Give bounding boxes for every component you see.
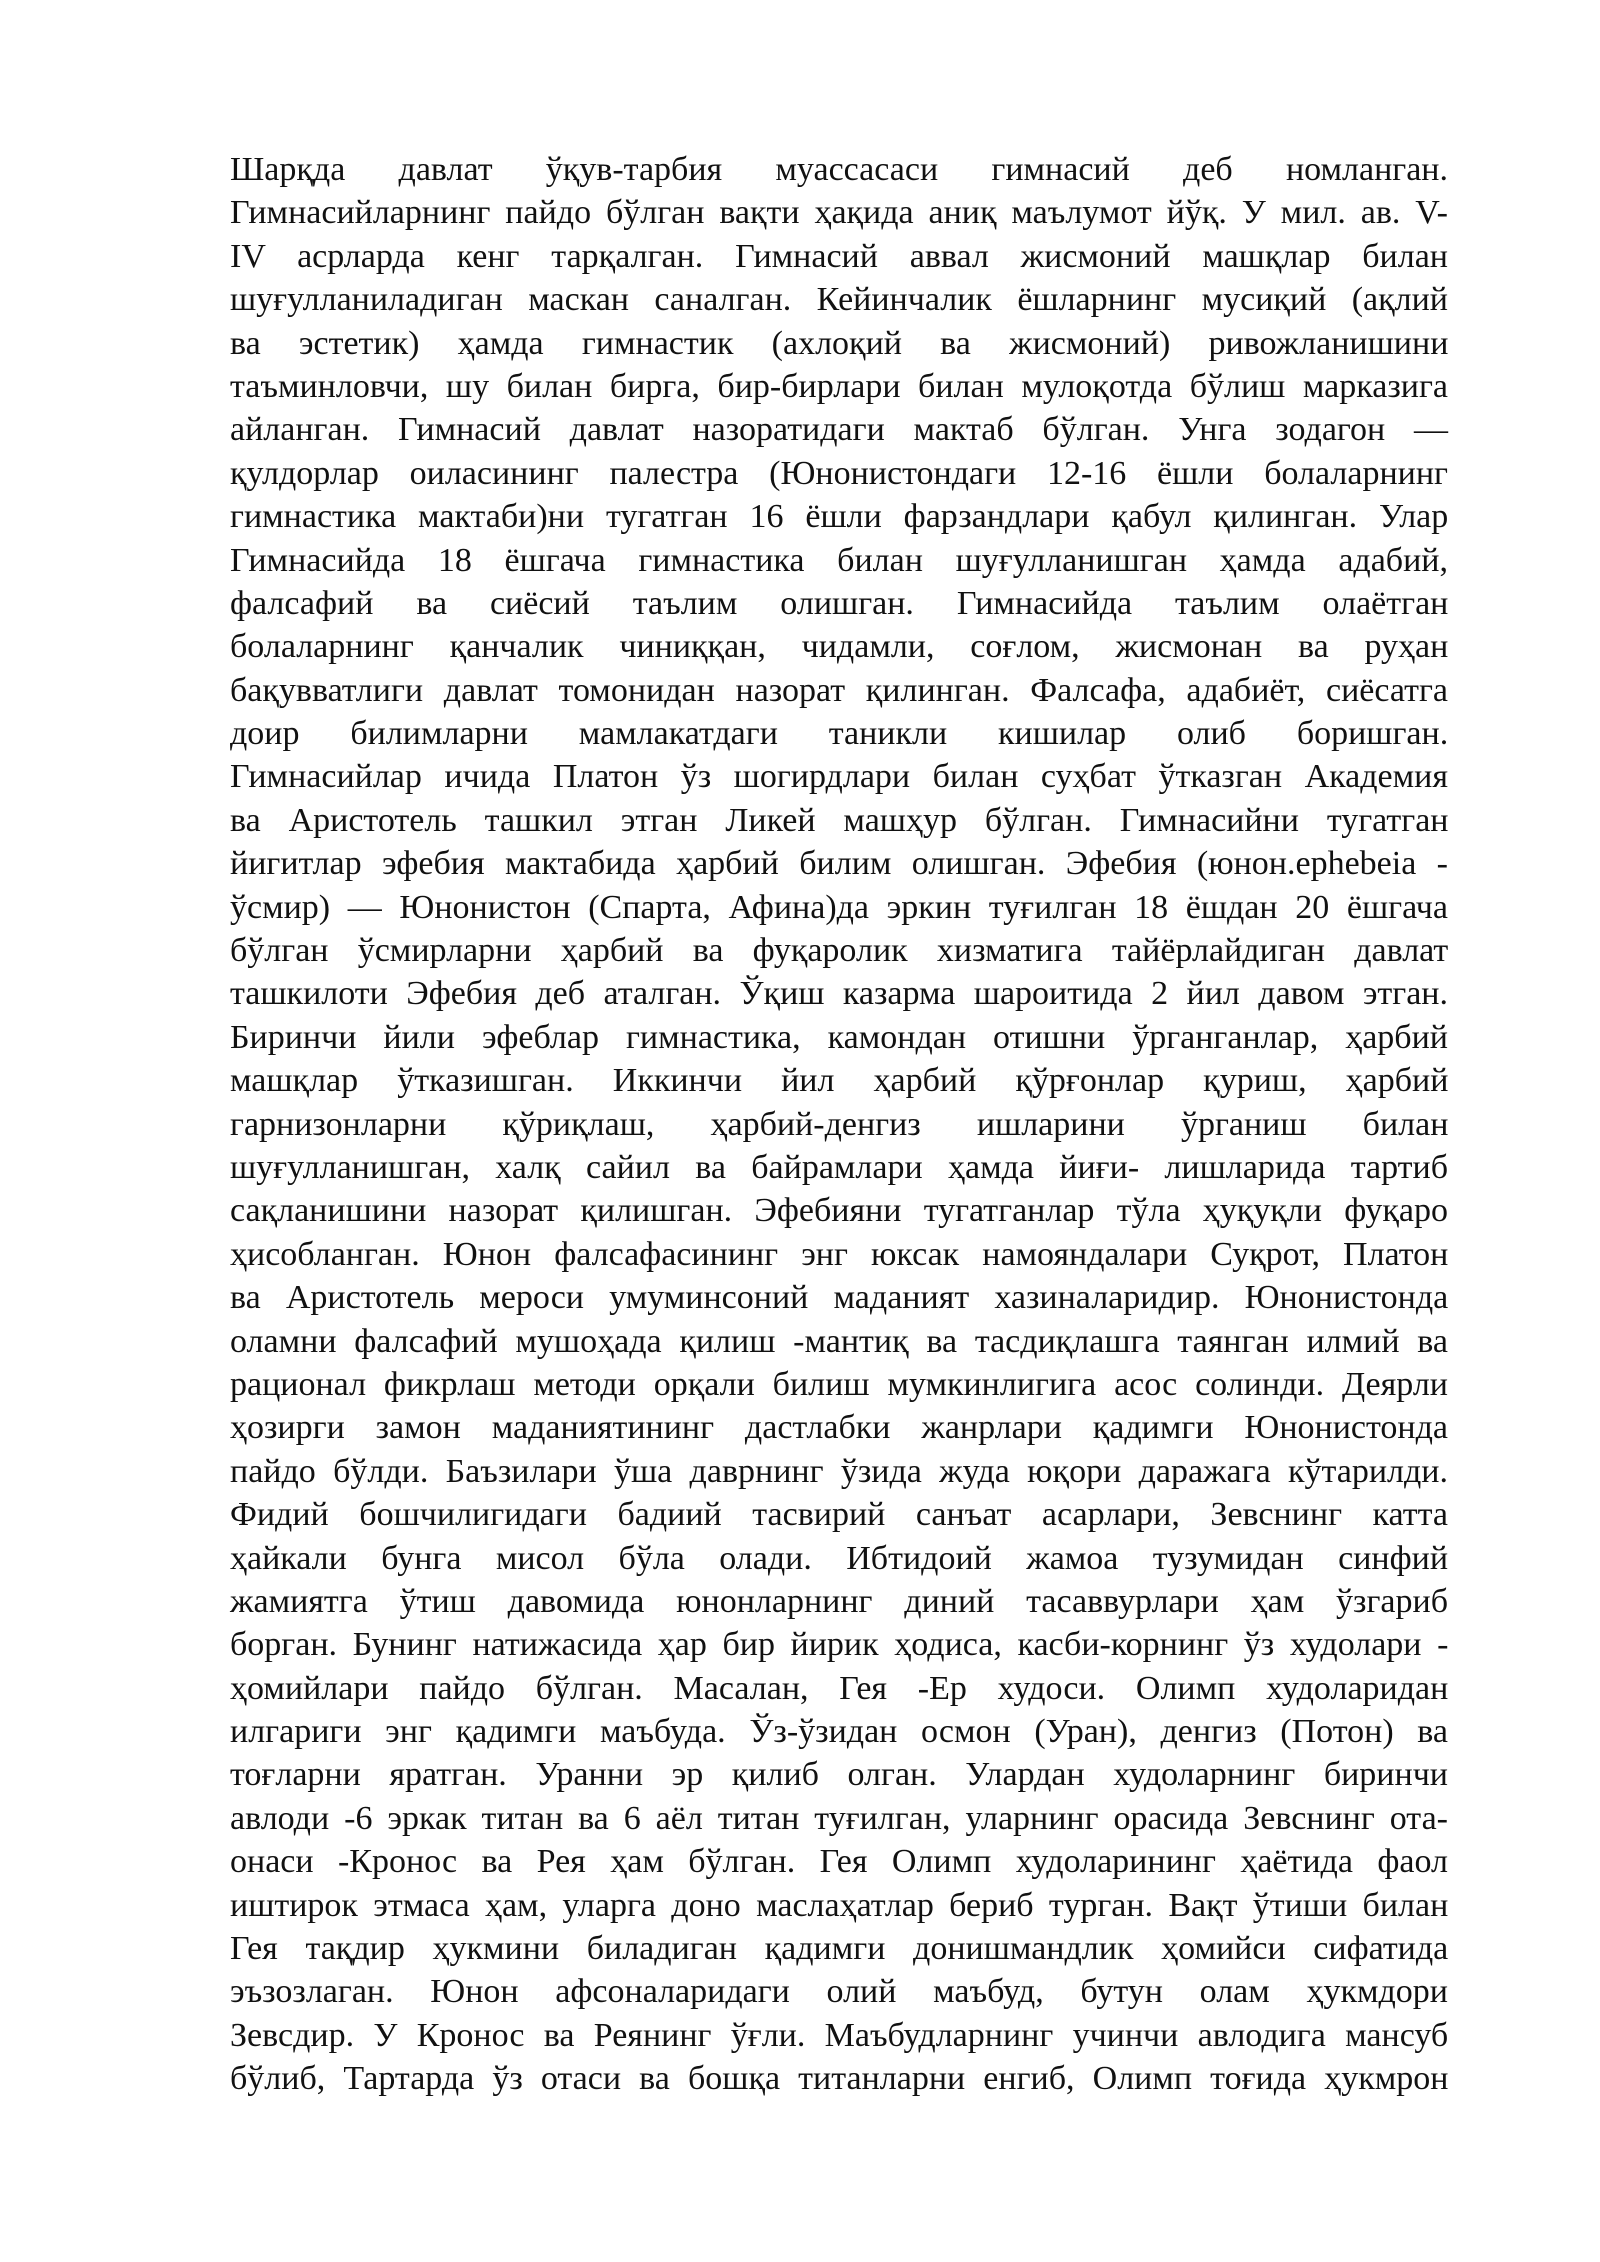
text-line: Гимнасийлар ичида Платон ўз шогирдлари билан суҳбат ўтказган Академия [230, 758, 1448, 796]
text-line: айланган. Гимнасий давлат назоратидаги мактаб бўлган. Унга зодагон — [230, 411, 1448, 449]
text-line: Биринчи йили эфеблар гимнастика, камондан отишни ўрганганлар, ҳарбий [230, 1018, 1448, 1056]
text-line: бўлган ўсмирларни ҳарбий ва фуқаролик хизматига тайёрлайдиган давлат [230, 932, 1449, 970]
text-line: ўсмир) — Юнонистон (Спарта, Афина)да эркин туғилган 18 ёшдан 20 ёшгача [230, 888, 1448, 926]
text-line: қулдорлар оиласининг палестра (Юнонистондаги 12-16 ёшли болаларнинг [230, 454, 1448, 492]
text-line: борган. Бунинг натижасида ҳар бир йирик ҳодиса, касби-корнинг ўз худолари - [230, 1626, 1449, 1664]
text-line: Фидий бошчилигидаги бадиий тасвирий санъат асарлари, Зевснинг катта [230, 1496, 1448, 1534]
text-line: Гея тақдир ҳукмини биладиган қадимги донишмандлик ҳомийси сифатида [230, 1930, 1449, 1968]
text-line: IV асрларда кенг тарқалган. Гимнасий аввал жисмоний машқлар билан [230, 237, 1448, 275]
text-line: ва эстетик) ҳамда гимнастик (ахлоқий ва жисмоний) ривожланишини [230, 324, 1449, 362]
text-line: машқлар ўтказишган. Иккинчи йил ҳарбий қўрғонлар қуриш, ҳарбий [230, 1062, 1449, 1100]
text-line: ва Аристотель ташкил этган Ликей машҳур бўлган. Гимнасийни тугатган [230, 801, 1449, 839]
text-line: сақланишини назорат қилишган. Эфебияни тугатганлар тўла ҳуқуқли фуқаро [230, 1192, 1448, 1230]
text-line: Зевсдир. У Кронос ва Реянинг ўғли. Маъбудларнинг учинчи авлодига мансуб [230, 2016, 1449, 2054]
text-line: шуғулланишган, халқ сайил ва байрамлари ҳамда йиғи- лишларида тартиб [230, 1148, 1448, 1186]
text-line: болаларнинг қанчалик чиниққан, чидамли, соғлом, жисмонан ва руҳан [230, 628, 1449, 666]
text-line: ҳозирги замон маданиятининг дастлабки жанрлари қадимги Юнонистонда [230, 1409, 1448, 1447]
text-line: ҳомийлари пайдо бўлган. Масалан, Гея -Ер худоси. Олимп худоларидан [230, 1669, 1449, 1707]
text-line: эъзозлаган. Юнон афсоналаридаги олий маъбуд, бутун олам ҳукмдори [230, 1973, 1448, 2011]
text-line: Гимнасийларнинг пайдо бўлган вақти ҳақида аниқ маълумот йўқ. У мил. ав. V- [230, 194, 1448, 232]
text-line: гарнизонларни қўриқлаш, ҳарбий-денгиз ишларини ўрганиш билан [230, 1105, 1449, 1143]
text-line: таъминловчи, шу билан бирга, бир-бирлари билан мулоқотда бўлиш марказига [230, 367, 1448, 405]
text-line: ҳисобланган. Юнон фалсафасининг энг юксак намояндалари Суқрот, Платон [230, 1235, 1449, 1273]
body-text [230, 148, 1448, 2101]
text-line: йигитлар эфебия мактабида ҳарбий билим олишган. Эфебия (юнон.ephebeia - [230, 845, 1448, 883]
text-line: доир билимларни мамлакатдаги таникли кишилар олиб боришган. [230, 715, 1449, 753]
text-line: ташкилоти Эфебия деб аталган. Ўқиш казарма шароитида 2 йил давом этган. [230, 975, 1448, 1013]
text-line: иштирок этмаса ҳам, уларга доно маслаҳатлар бериб турган. Вақт ўтиши билан [230, 1886, 1449, 1924]
text-line: авлоди -6 эркак титан ва 6 аёл титан туғилган, уларнинг орасида Зевснинг ота- [230, 1799, 1448, 1837]
text-line: ҳайкали бунга мисол бўла олади. Ибтидоий жамоа тузумидан синфий [230, 1539, 1449, 1577]
text-line: шуғулланиладиган маскан саналган. Кейинчалик ёшларнинг мусиқий (ақлий [230, 281, 1448, 319]
text-line: пайдо бўлди. Баъзилари ўша даврнинг ўзида жуда юқори даражага кўтарилди. [230, 1452, 1448, 1490]
text-line: бўлиб, Тартарда ўз отаси ва бошқа титанларни енгиб, Олимп тоғида ҳукмрон [230, 2060, 1449, 2098]
text-line: тоғларни яратган. Уранни эр қилиб олган. Улардан худоларнинг биринчи [230, 1756, 1448, 1794]
text-line: Шарқда давлат ўқув-тарбия муассасаси гимнасий деб номланган. [230, 151, 1448, 188]
text-line: онаси -Кронос ва Рея ҳам бўлган. Гея Олимп худоларининг ҳаётида фаол [230, 1843, 1448, 1881]
text-line: рационал фикрлаш методи орқали билиш мумкинлигига асос солинди. Деярли [230, 1365, 1449, 1403]
text-line: гимнастика мактаби)ни тугатган 16 ёшли фарзандлари қабул қилинган. Улар [230, 498, 1449, 536]
text-line: илгариги энг қадимги маъбуда. Ўз-ўзидан осмон (Уран), денгиз (Потон) ва [230, 1713, 1448, 1751]
text-line: ва Аристотель мероси умуминсоний маданият хазиналаридир. Юнонистонда [230, 1279, 1449, 1317]
text-line: оламни фалсафий мушоҳада қилиш -мантиқ ва тасдиқлашга таянган илмий ва [230, 1322, 1448, 1360]
text-line: бақувватлиги давлат томонидан назорат қилинган. Фалсафа, адабиёт, сиёсатга [230, 671, 1448, 709]
text-line: Гимнасийда 18 ёшгача гимнастика билан шуғулланишган ҳамда адабий, [230, 541, 1448, 579]
text-line: фалсафий ва сиёсий таълим олишган. Гимнасийда таълим олаётган [230, 584, 1449, 622]
text-line: жамиятга ўтиш давомида юнонларнинг диний тасаввурлари ҳам ўзгариб [230, 1582, 1448, 1620]
